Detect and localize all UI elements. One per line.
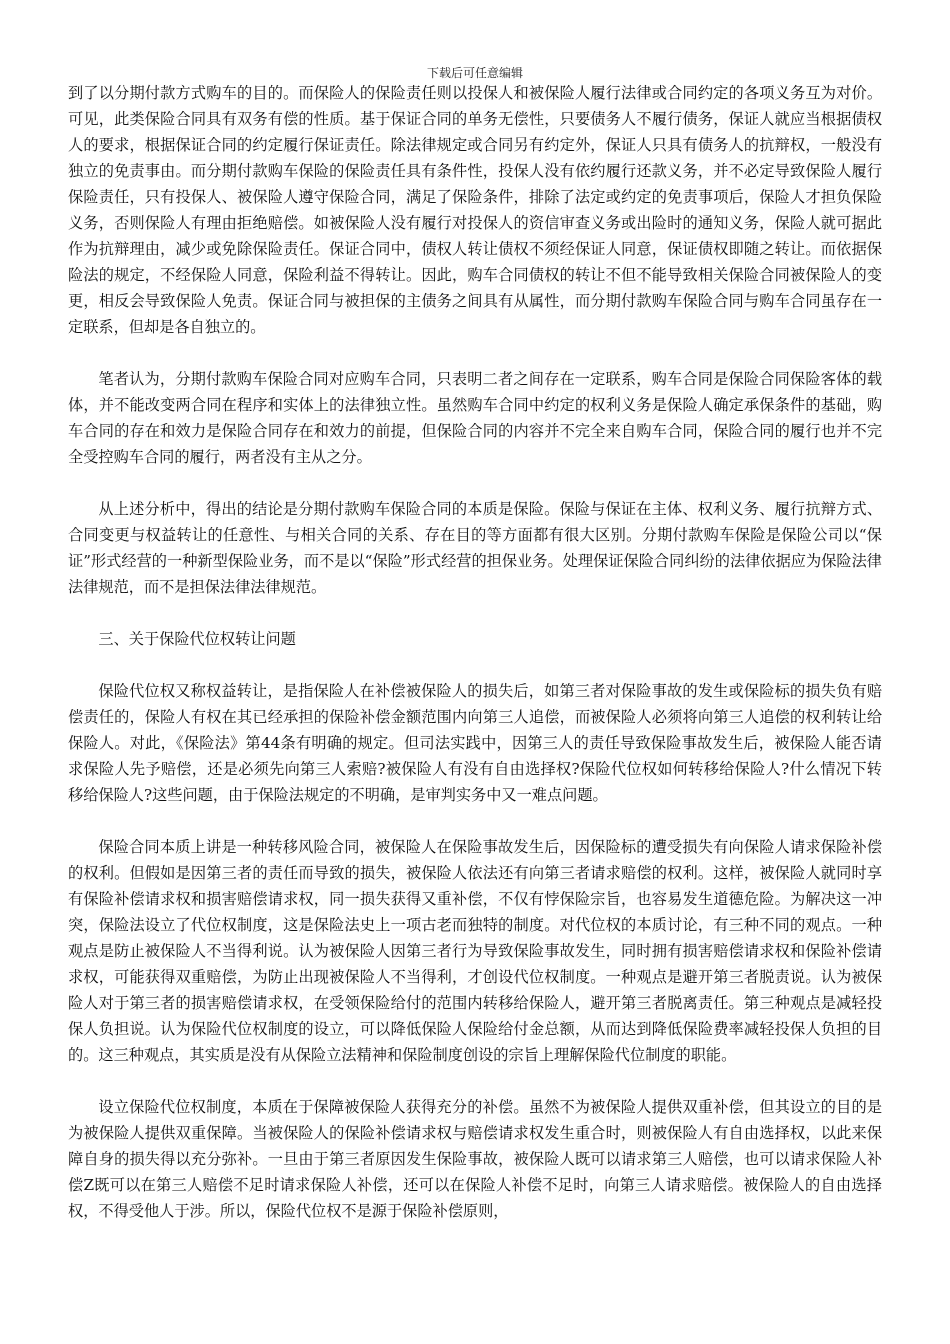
page-header: 下载后可任意编辑	[426, 66, 523, 80]
paragraph-4: 保险代位权又称权益转让，是指保险人在补偿被保险人的损失后，如第三者对保险事故的发生或保险标的损失负有赔偿责任的，保险人有权在其已经承担的保险补偿金额范围内向第三人追偿，而被保险人必须将向第三人追偿的权利转让给保险人。对此，《保险法》第44条有明确的规定。但司法实践中，因第三人的责任导致保险事故发生后，被保险人能否请求保险人先予赔偿，还是必须先向第三人索赔?被保险人有没有自由选择权?保险代位权如何转移给保险人?什么情况下转移给保险人?这些问题，由于保险法规定的不明确，是审判实务中又一难点问题。	[68, 682, 882, 804]
paragraph-6: 设立保险代位权制度，本质在于保障被保险人获得充分的补偿。虽然不为被保险人提供双重补偿，但其设立的目的是为被保险人提供双重保障。当被保险人的保险补偿请求权与赔偿请求权发生重合时，则被保险人有自由选择权，以此来保障自身的损失得以充分弥补。一旦由于第三者原因发生保险事故，被保险人既可以请求第三人赔偿，也可以请求保险人补偿Z既可以在第三人赔偿不足时请求保险人补偿，还可以在保险人补偿不足时，向第三人请求赔偿。被保险人的自由选择权，不得受他人于涉。所以，保险代位权不是源于保险补偿原则，	[68, 1098, 882, 1220]
paragraph-1: 到了以分期付款方式购车的目的。而保险人的保险责任则以投保人和被保险人履行法律或合同约定的各项义务互为对价。可见，此类保险合同具有双务有偿的性质。基于保证合同的单务无偿性，只要债务人不履行债务，保证人就应当根据债权人的要求，根据保证合同的约定履行保证责任。除法律规定或合同另有约定外，保证人只具有债务人的抗辩权，一般没有独立的免责事由。而分期付款购车保险的保险责任具有条件性，投保人没有依约履行还款义务，并不必定导致保险人履行保险责任，只有投保人、被保险人遵守保险合同，满足了保险条件，排除了法定或约定的免责事项后，保险人才担负保险义务，否则保险人有理由拒绝赔偿。如被保险人没有履行对投保人的资信审查义务或出险时的通知义务，保险人就可据此作为抗辩理由，减少或免除保险责任。保证合同中，债权人转让债权不须经保证人同意，保证债权即随之转让。而依据保险法的规定，不经保险人同意，保险利益不得转让。因此，购车合同债权的转让不但不能导致相关保险合同被保险人的变更，相反会导致保险人免责。保证合同与被担保的主债务之间具有从属性，而分期付款购车保险合同与购车合同虽存在一定联系，但却是各自独立的。	[68, 84, 882, 336]
document-body	[68, 80, 882, 1224]
paragraph-5: 保险合同本质上讲是一种转移风险合同，被保险人在保险事故发生后，因保险标的遭受损失有向保险人请求保险补偿的权利。但假如是因第三者的责任而导致的损失，被保险人依法还有向第三者请求赔偿的权利。这样，被保险人就同时享有保险补偿请求权和损害赔偿请求权，同一损失获得又重补偿，不仅有悖保险宗旨，也容易发生道德危险。为解决这一冲突，保险法设立了代位权制度，这是保险法史上一项古老而独特的制度。对代位权的本质讨论，有三种不同的观点。一种观点是防止被保险人不当得利说。认为被保险人因第三者行为导致保险事故发生，同时拥有损害赔偿请求权和保险补偿请求权，可能获得双重赔偿，为防止出现被保险人不当得利，才创设代位权制度。一种观点是避开第三者脱责说。认为被保险人对于第三者的损害赔偿请求权，在受领保险给付的范围内转移给保险人，避开第三者脱离责任。第三种观点是减轻投保人负担说。认为保险代位权制度的设立，可以降低保险人保险给付金总额，从而达到降低保险费率减轻投保人负担的目的。这三种观点，其实质是没有从保险立法精神和保险制度创设的宗旨上理解保险代位制度的职能。	[68, 838, 882, 1064]
paragraph-3: 从上述分析中，得出的结论是分期付款购车保险合同的本质是保险。保险与保证在主体、权利义务、履行抗辩方式、合同变更与权益转让的任意性、与相关合同的关系、存在目的等方面都有很大区别。分期付款购车保险是保险公司以“保证”形式经营的一种新型保险业务，而不是以“保险”形式经营的担保业务。处理保证保险合同纠纷的法律依据应为保险法律法律规范，而不是担保法律法律规范。	[68, 500, 882, 596]
paragraph-2: 笔者认为，分期付款购车保险合同对应购车合同，只表明二者之间存在一定联系，购车合同是保险合同保险客体的载体，并不能改变两合同在程序和实体上的法律独立性。虽然购车合同中约定的权利义务是保险人确定承保条件的基础，购车合同的存在和效力是保险合同存在和效力的前提，但保险合同的内容并不完全来自购车合同，保险合同的履行也并不完全受控购车合同的履行，两者没有主从之分。	[68, 370, 882, 466]
section-heading: 三、关于保险代位权转让问题	[98, 630, 296, 648]
